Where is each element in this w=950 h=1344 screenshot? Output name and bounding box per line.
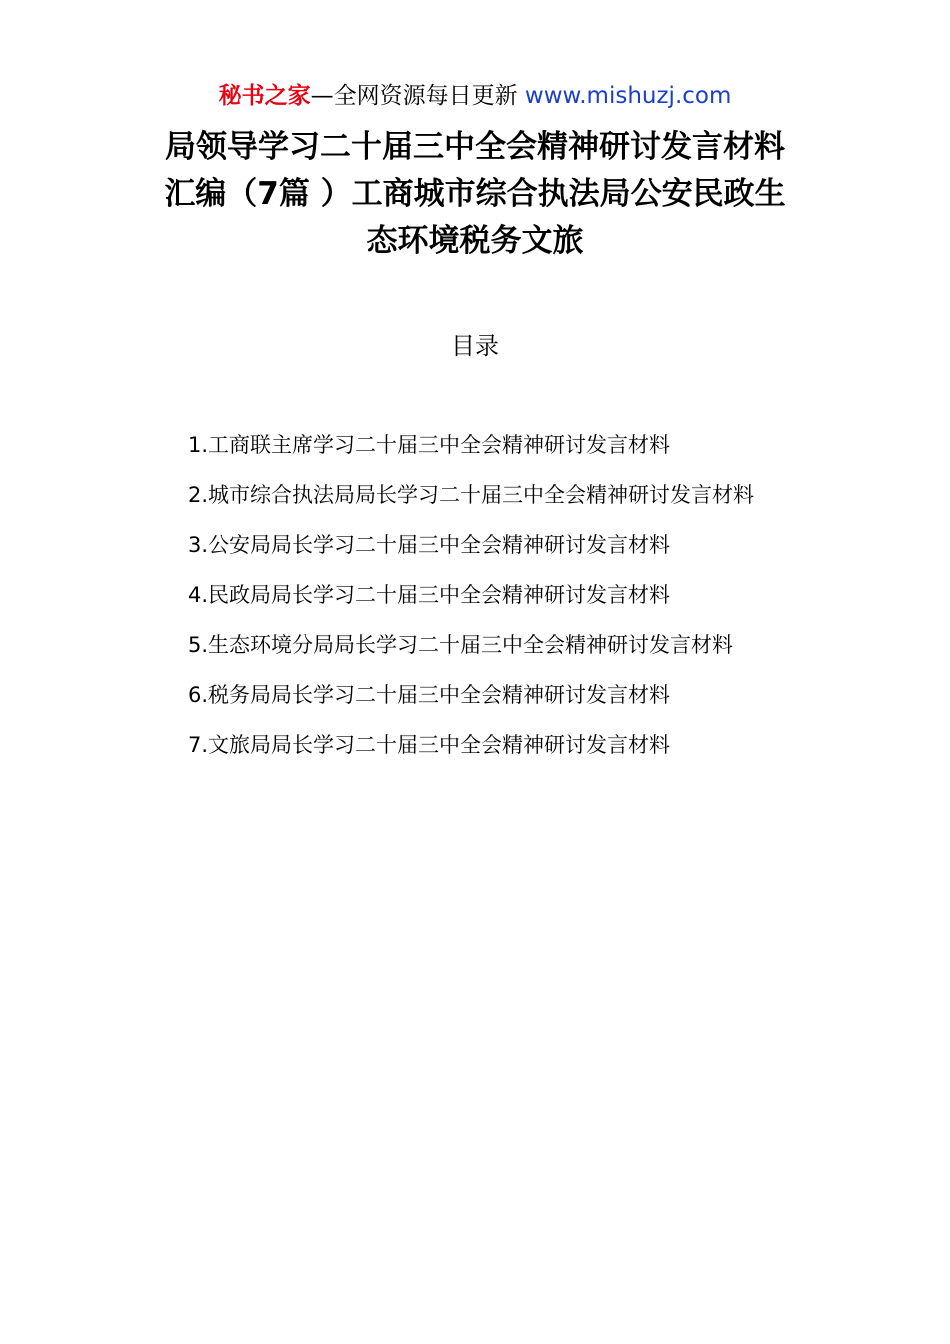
toc-item[interactable]: 4.民政局局长学习二十届三中全会精神研讨发言材料 xyxy=(188,583,671,607)
toc-item[interactable]: 5.生态环境分局局长学习二十届三中全会精神研讨发言材料 xyxy=(188,633,734,657)
title-line: 态环境税务文旅 xyxy=(366,223,584,259)
toc-item[interactable]: 2.城市综合执法局局长学习二十届三中全会精神研讨发言材料 xyxy=(188,483,755,507)
toc-item[interactable]: 3.公安局局长学习二十届三中全会精神研讨发言材料 xyxy=(188,533,671,557)
title-line: 汇编（7篇 ）工商城市综合执法局公安民政生 xyxy=(164,176,786,212)
header-tagline: —全网资源每日更新 xyxy=(310,83,525,109)
toc-item[interactable]: 7.文旅局局长学习二十届三中全会精神研讨发言材料 xyxy=(188,733,671,757)
toc-item[interactable]: 1.工商联主席学习二十届三中全会精神研讨发言材料 xyxy=(188,433,671,457)
brand-name: 秘书之家 xyxy=(218,83,311,109)
toc-heading: 目录 xyxy=(451,332,499,360)
site-url-link[interactable]: www.mishuzj.com xyxy=(524,83,732,109)
toc-item[interactable]: 6.税务局局长学习二十届三中全会精神研讨发言材料 xyxy=(188,683,671,707)
table-of-contents xyxy=(188,427,754,777)
site-header xyxy=(0,80,950,112)
document-title xyxy=(130,124,820,265)
title-line: 局领导学习二十届三中全会精神研讨发言材料 xyxy=(165,129,785,165)
